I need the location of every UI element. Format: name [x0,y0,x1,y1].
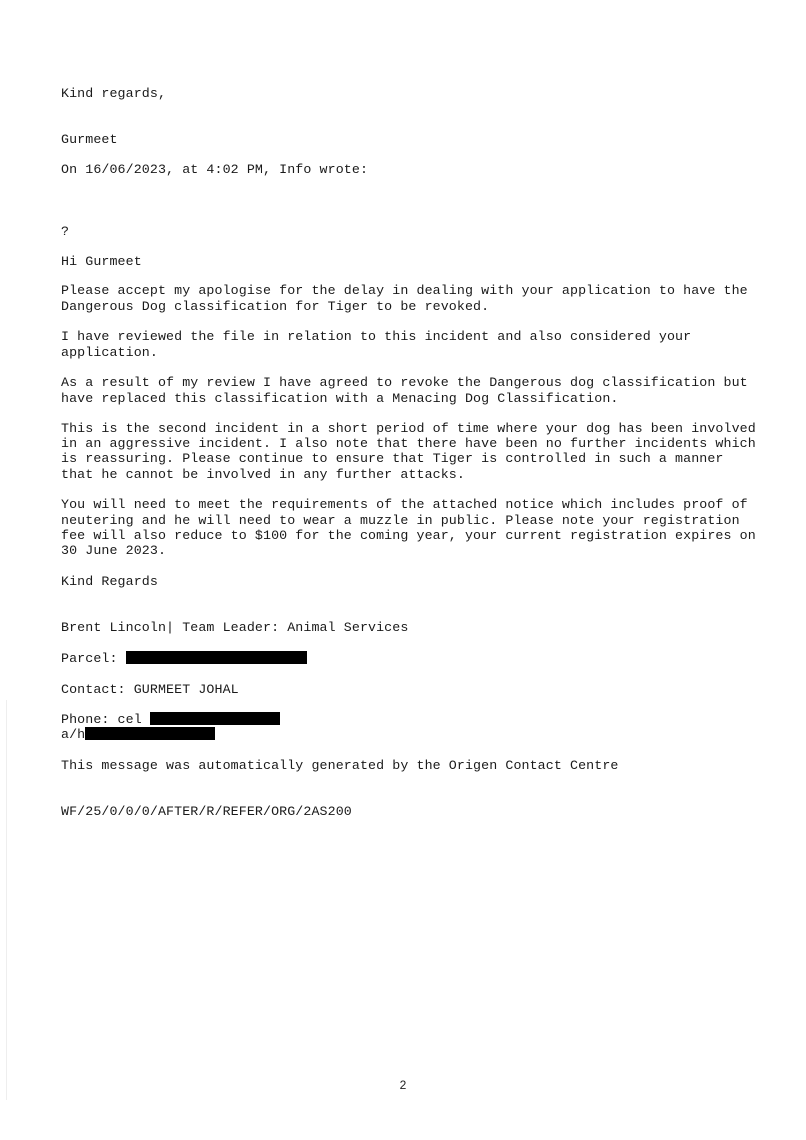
paragraph-3-line-1: As a result of my review I have agreed to revoke the Dangerous dog classification but [61,375,748,390]
redaction-bar [85,727,215,740]
contact-line: Contact: GURMEET JOHAL [61,682,239,697]
paragraph-5-line-1: You will need to meet the requirements of the attached notice which includes proof of [61,497,748,512]
paragraph-2-line-2: application. [61,345,158,360]
auto-message: This message was automatically generated by the Origen Contact Centre [61,758,619,773]
paragraph-5-line-3: fee will also reduce to $100 for the coming year, your current registration expires on [61,528,756,543]
after-hours-label: a/h [61,727,86,742]
scan-edge-line [6,700,7,1100]
paragraph-1-line-1: Please accept my apologise for the delay in dealing with your application to have the [61,283,748,298]
page-number: 2 [399,1078,407,1092]
parcel-label: Parcel: [61,651,118,666]
paragraph-4-line-3: is reassuring. Please continue to ensure that Tiger is controlled in such a manner [61,451,724,466]
redaction-bar [150,712,280,725]
paragraph-4-line-1: This is the second incident in a short period of time where your dog has been involved [61,421,756,436]
greeting: Hi Gurmeet [61,254,142,269]
paragraph-4-line-2: in an aggressive incident. I also note that there have been no further incidents which [61,436,756,451]
paragraph-2-line-1: I have reviewed the file in relation to this incident and also considered your [61,329,692,344]
signature-line: Brent Lincoln| Team Leader: Animal Services [61,620,409,635]
paragraph-4-line-4: that he cannot be involved in any further attacks. [61,467,465,482]
redaction-bar [126,651,307,664]
after-hours-line [61,727,215,743]
stray-character: ? [61,224,70,239]
paragraph-1-line-2: Dangerous Dog classification for Tiger to be revoked. [61,299,490,314]
paragraph-5-line-4: 30 June 2023. [61,543,167,558]
reference-code: WF/25/0/0/0/AFTER/R/REFER/ORG/2AS200 [61,804,352,819]
phone-label: Phone: cel [61,712,142,727]
sender-name: Gurmeet [61,132,118,147]
closing-line: Kind regards, [61,86,167,101]
sign-off: Kind Regards [61,574,158,589]
phone-line [61,712,280,728]
paragraph-5-line-2: neutering and he will need to wear a muzzle in public. Please note your registration [61,513,740,528]
parcel-line [61,651,307,667]
paragraph-3-line-2: have replaced this classification with a Menacing Dog Classification. [61,391,619,406]
reply-header: On 16/06/2023, at 4:02 PM, Info wrote: [61,162,369,177]
